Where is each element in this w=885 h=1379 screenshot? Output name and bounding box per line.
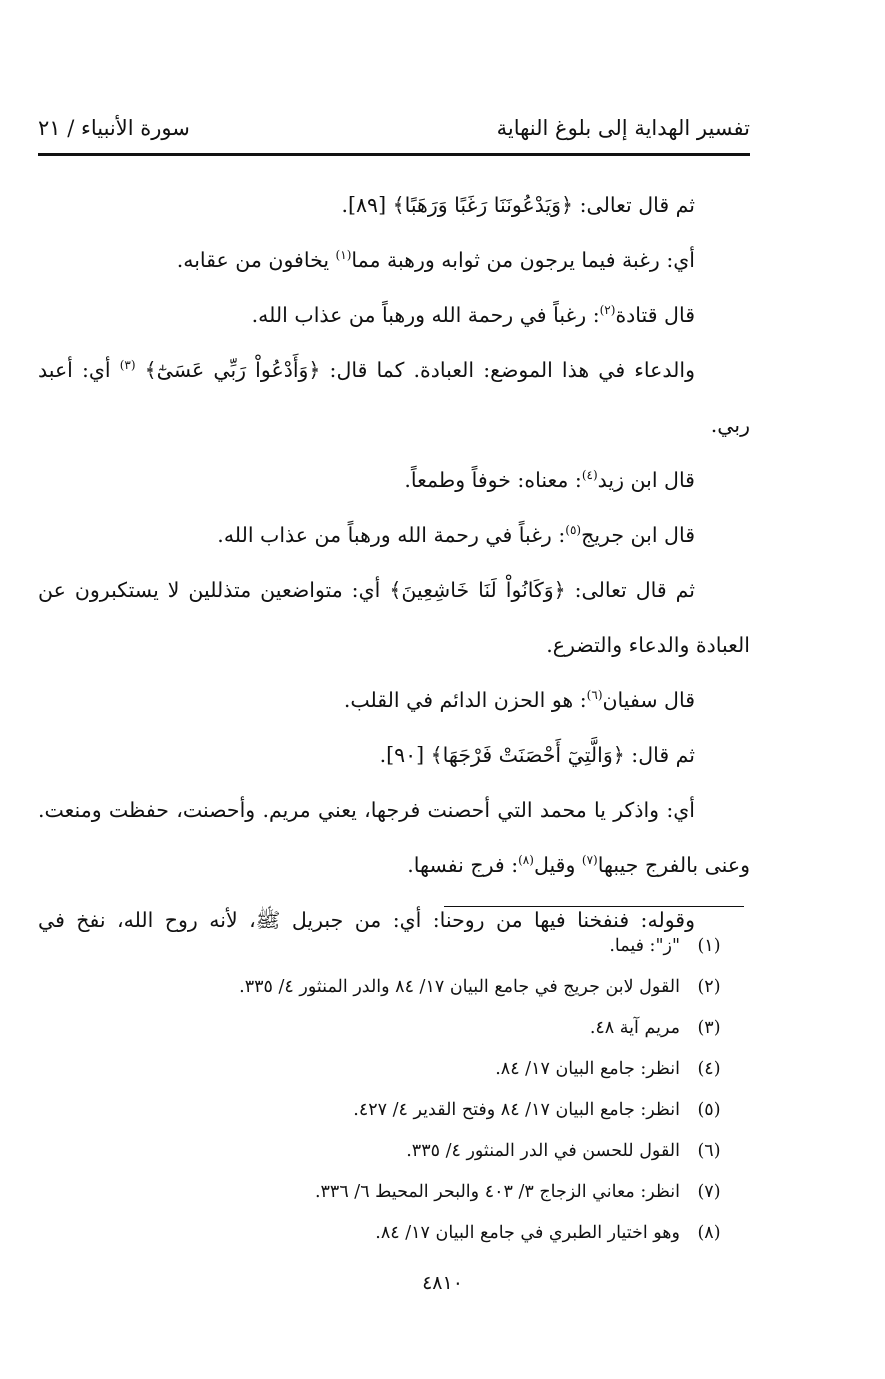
footnote	[38, 1008, 746, 1049]
paragraph: وقوله: فنفخنا فيها من روحنا: أي: من جبريل ﷺ، لأنه روح الله، نفخ في	[38, 908, 695, 932]
footnote-ref: (١)	[335, 248, 352, 263]
footnote-number: (٢)	[697, 977, 721, 997]
paragraph: ثم قال تعالى: ﴿وَيَدْعُونَنَا رَغَبًا وَرَهَبًا﴾ [٨٩].	[341, 193, 695, 217]
footnote-number: (٦)	[697, 1141, 721, 1161]
footnote-text: مريم آية ٤٨.	[589, 1018, 680, 1038]
footnote-ref: (٤)	[581, 468, 598, 483]
footnote-ref: (٥)	[565, 523, 582, 538]
book-title: تفسير الهداية إلى بلوغ النهاية	[496, 116, 750, 140]
page-number: ٤٨١٠	[422, 1272, 463, 1294]
paragraph: ثم قال: ﴿وَالَّتِيٓ أَحْصَنَتْ فَرْجَهَا﴾ [٩٠].	[379, 743, 695, 767]
footnote-number: (١)	[697, 936, 721, 956]
main-text	[38, 178, 750, 948]
header-divider	[38, 153, 750, 156]
quran-quote: ﴿وَأَدْعُواْ رَبِّي عَسَىٰٓ﴾	[144, 358, 321, 382]
footnote-ref: (٣)	[119, 358, 136, 373]
quran-quote: ﴿وَالَّتِيٓ أَحْصَنَتْ فَرْجَهَا﴾	[430, 743, 625, 767]
footnote-number: (٧)	[697, 1182, 721, 1202]
footnote-text: انظر: جامع البيان ١٧/ ٨٤.	[495, 1059, 680, 1079]
paragraph: والدعاء في هذا الموضع: العبادة. كما قال: ﴿وَأَدْعُواْ رَبِّي عَسَىٰٓ﴾ $^{(٣)}$ أي: أعبد ربي.	[38, 358, 750, 437]
footnote	[38, 967, 746, 1008]
quran-quote: ﴿وَيَدْعُونَنَا رَغَبًا وَرَهَبًا﴾	[392, 193, 574, 217]
footnote-text: القول لابن جريج في جامع البيان ١٧/ ٨٤ والدر المنثور ٤/ ٣٣٥.	[239, 977, 680, 997]
footnote-number: (٨)	[697, 1223, 721, 1243]
page-header	[38, 110, 750, 150]
footnote	[38, 1049, 746, 1090]
footnote-number: (٥)	[697, 1100, 721, 1120]
footnote-ref: (٦)	[586, 688, 603, 703]
footnote	[38, 1090, 746, 1131]
footnote-text: وهو اختيار الطبري في جامع البيان ١٧/ ٨٤.	[375, 1223, 680, 1243]
footnote-divider	[444, 906, 744, 907]
paragraph: قال سفيان$^{(٦)}$: هو الحزن الدائم في القلب.	[343, 688, 695, 712]
paragraph: قال ابن زيد$^{(٤)}$: معناه: خوفاً وطمعاً.	[404, 468, 695, 492]
footnote	[38, 1172, 746, 1213]
quran-quote: ﴿وَكَانُواْ لَنَا خَاشِعِينَ﴾	[389, 578, 566, 602]
footnote-text: انظر: معاني الزجاج ٣/ ٤٠٣ والبحر المحيط ٦/ ٣٣٦.	[314, 1182, 680, 1202]
footnote-text: انظر: جامع البيان ١٧/ ٨٤ وفتح القدير ٤/ ٤٢٧.	[353, 1100, 680, 1120]
footnote	[38, 1213, 746, 1254]
footnote-ref: (٢)	[599, 303, 616, 318]
footnote-ref: (٨)	[518, 853, 534, 868]
footnote-number: (٣)	[697, 1018, 721, 1038]
paragraph: ثم قال تعالى: ﴿وَكَانُواْ لَنَا خَاشِعِينَ﴾ أي: متواضعين متذللين لا يستكبرون عن العبادة والدعاء والتضرع.	[38, 578, 750, 657]
footnotes	[38, 926, 746, 1254]
footnote-text: القول للحسن في الدر المنثور ٤/ ٣٣٥.	[406, 1141, 680, 1161]
footnote-ref: (٧)	[581, 853, 598, 868]
surah-label: سورة الأنبياء / ٢١	[38, 116, 190, 140]
footnote	[38, 1131, 746, 1172]
paragraph: قال قتادة$^{(٢)}$: رغباً في رحمة الله ورهباً من عذاب الله.	[251, 303, 695, 327]
paragraph: قال ابن جريج$^{(٥)}$: رغباً في رحمة الله ورهباً من عذاب الله.	[217, 523, 695, 547]
footnote-text: "ز": فيما.	[609, 936, 680, 956]
paragraph: أي: واذكر يا محمد التي أحصنت فرجها، يعني مريم. وأحصنت، حفظت ومنعت. وعنى بالفرج جيبها$^{(٧)}$ وقيل$^{(٨)}$: فرج نفسها.	[38, 798, 750, 877]
footnote	[38, 926, 746, 967]
paragraph: أي: رغبة فيما يرجون من ثوابه ورهبة مما$^{(١)}$ يخافون من عقابه.	[176, 248, 695, 272]
footnote-number: (٤)	[697, 1059, 721, 1079]
